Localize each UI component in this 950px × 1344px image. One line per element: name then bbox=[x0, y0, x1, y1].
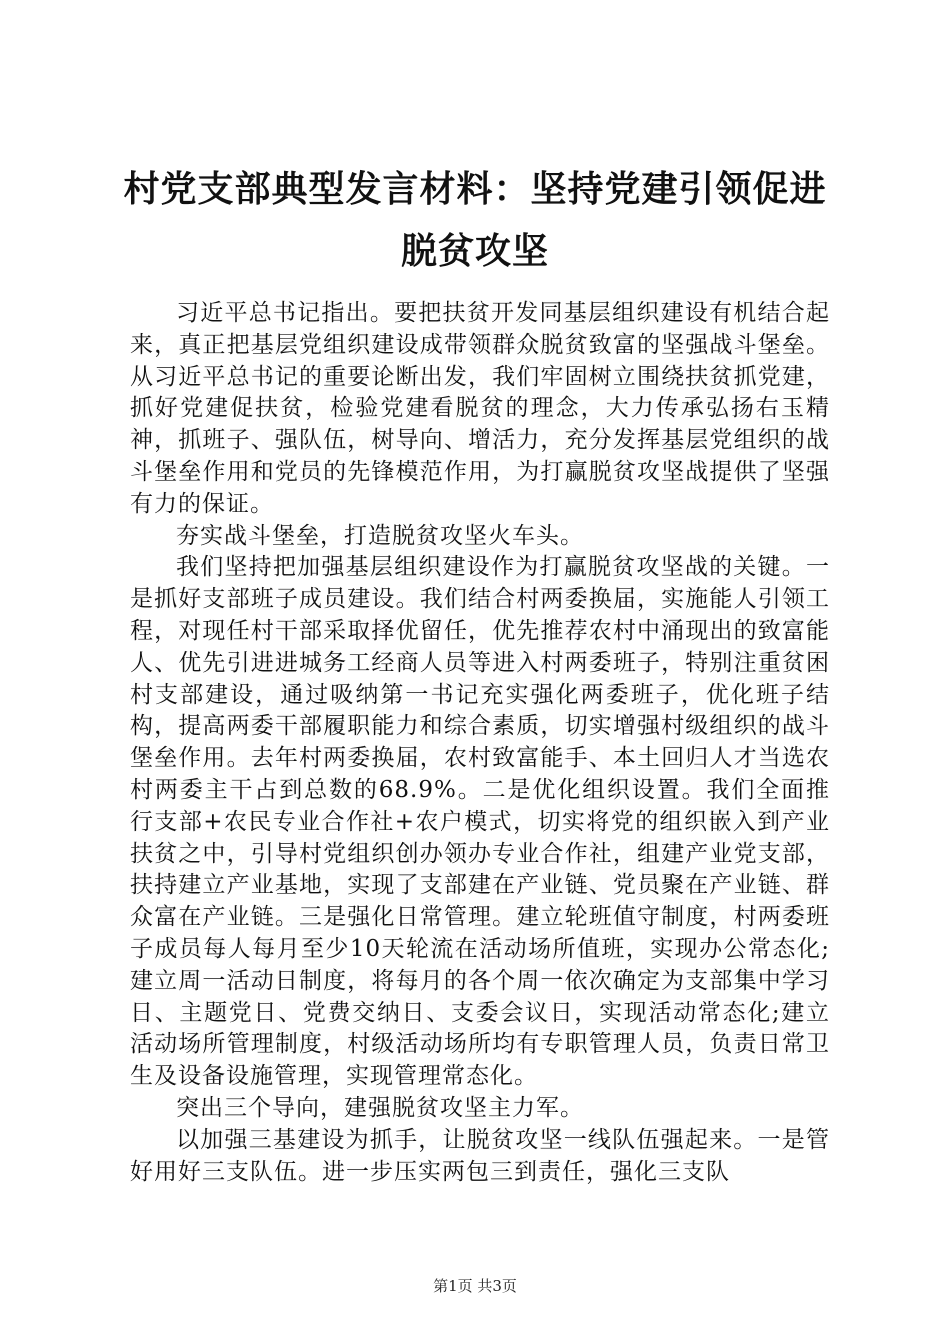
paragraph-section-1: 我们坚持把加强基层组织建设作为打赢脱贫攻坚战的关键。一是抓好支部班子成员建设。我们结合村两委换届，实施能人引领工程，对现任村干部采取择优留任，优先推荐农村中涌现出的致富能人、优先引进进城务工经商人员等进入村两委班子，特别注重贫困村支部建设，通过吸纳第一书记充实强化两委班子，优化班子结构，提高两委干部履职能力和综合素质，切实增强村级组织的战斗堡垒作用。去年村两委换届，农村致富能手、本土回归人才当选农村两委主干占到总数的68.9%。二是优化组织设置。我们全面推行支部+农民专业合作社+农户模式，切实将党的组织嵌入到产业扶贫之中，引导村党组织创办领办专业合作社，组建产业党支部，扶持建立产业基地，实现了支部建在产业链、党员聚在产业链、群众富在产业链。三是强化日常管理。建立轮班值守制度，村两委班子成员每人每月至少10天轮流在活动场所值班，实现办公常态化;建立周一活动日制度，将每月的各个周一依次确定为支部集中学习日、主题党日、党费交纳日、支委会议日，实现活动常态化;建立活动场所管理制度，村级活动场所均有专职管理人员，负责日常卫生及设备设施管理，实现管理常态化。 bbox=[130, 554, 830, 1090]
document-body bbox=[130, 298, 830, 1188]
section-heading-1: 夯实战斗堡垒，打造脱贫攻坚火车头。 bbox=[176, 522, 584, 549]
paragraph-intro: 习近平总书记指出。要把扶贫开发同基层组织建设有机结合起来，真正把基层党组织建设成带领群众脱贫致富的坚强战斗堡垒。从习近平总书记的重要论断出发，我们牢固树立围绕扶贫抓党建，抓好党建促扶贫，检验党建看脱贫的理念，大力传承弘扬右玉精神，抓班子、强队伍，树导向、增活力，充分发挥基层党组织的战斗堡垒作用和党员的先锋模范作用，为打赢脱贫攻坚战提供了坚强有力的保证。 bbox=[130, 300, 830, 517]
page-footer: 第1页 共3页 bbox=[433, 1277, 517, 1295]
paragraph-section-2: 以加强三基建设为抓手，让脱贫攻坚一线队伍强起来。一是管好用好三支队伍。进一步压实两包三到责任，强化三支队 bbox=[130, 1126, 830, 1185]
section-heading-2: 突出三个导向，建强脱贫攻坚主力军。 bbox=[176, 1094, 584, 1121]
document-title: 村党支部典型发言材料：坚持党建引领促进脱贫攻坚 bbox=[123, 168, 827, 272]
